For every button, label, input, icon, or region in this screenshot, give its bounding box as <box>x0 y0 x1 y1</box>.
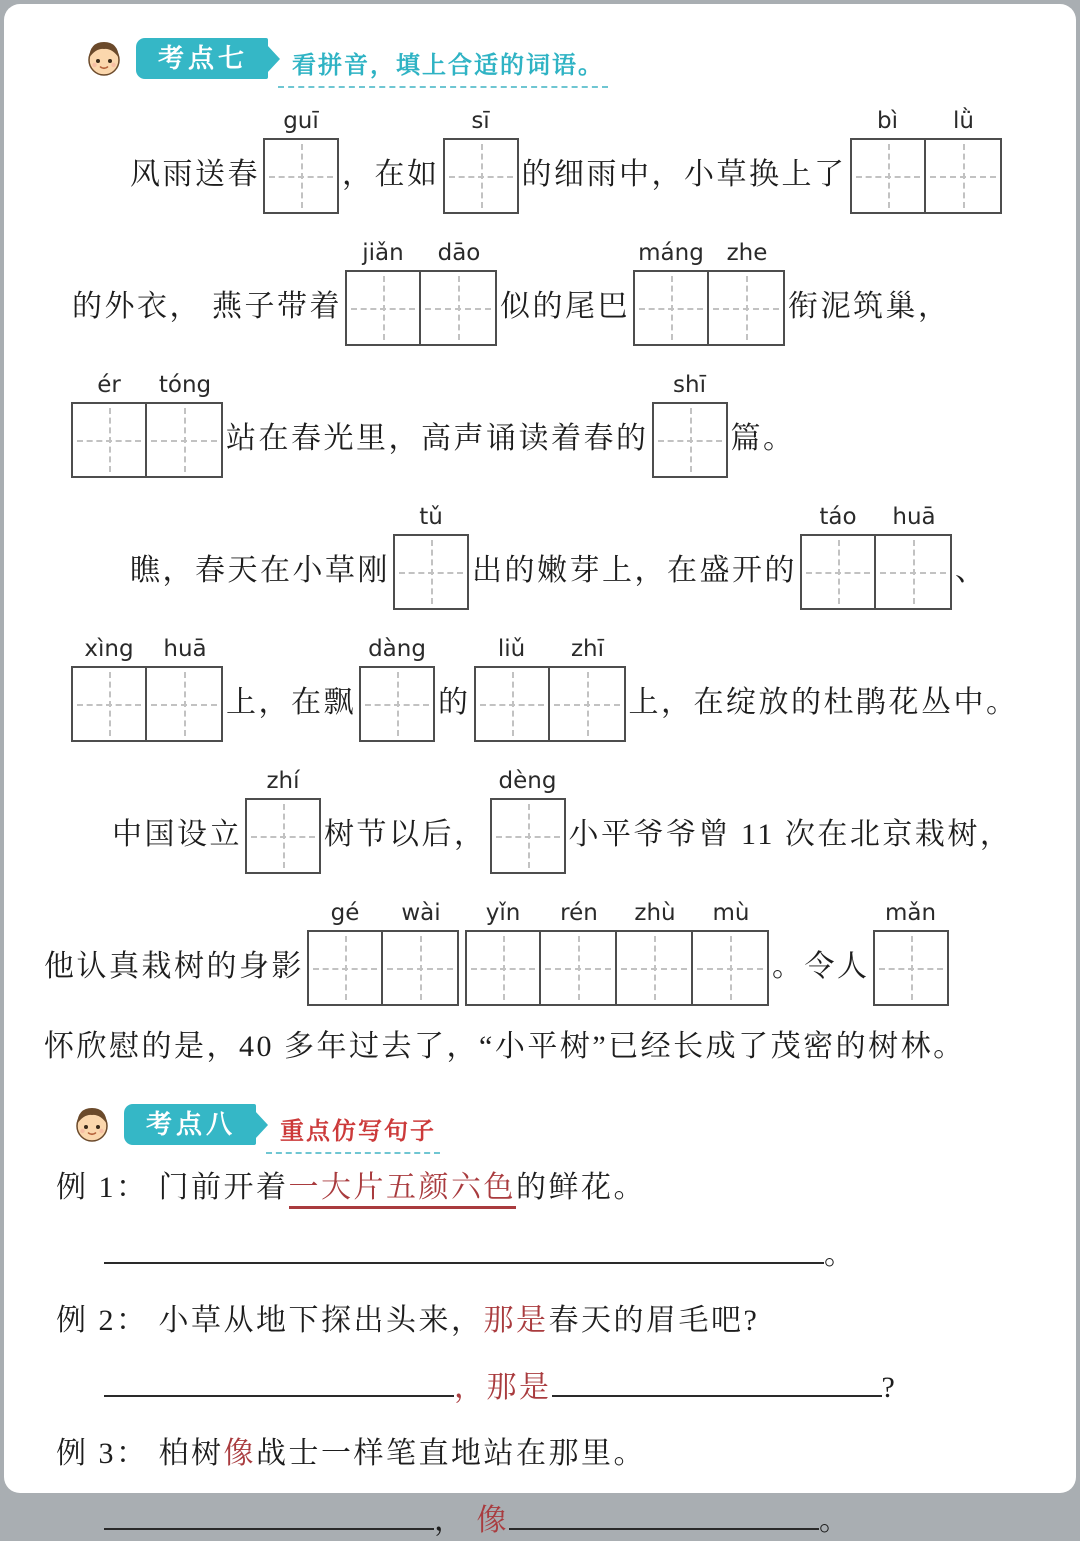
fill-line <box>44 238 1036 346</box>
box-guideline <box>420 936 422 1000</box>
pinyin-row <box>465 898 769 930</box>
sentence-text: 树节以后， <box>324 818 487 851</box>
pinyin-box-group <box>633 238 785 346</box>
answer-box[interactable] <box>245 798 321 874</box>
answer-box[interactable] <box>474 666 550 742</box>
pinyin-box-group <box>800 502 952 610</box>
highlight-text: 像 <box>476 1504 509 1537</box>
pinyin-label: zhù <box>634 900 676 926</box>
box-row <box>71 402 223 478</box>
box-guideline <box>383 276 385 340</box>
pinyin-box-group <box>443 106 519 214</box>
answer-line[interactable] <box>104 1367 454 1397</box>
pinyin-row <box>307 898 459 930</box>
box-row <box>490 798 566 874</box>
answer-box[interactable] <box>876 534 952 610</box>
sentence-text: 上，在飘 <box>226 686 356 719</box>
sentence-text: 例 1： 门前开着 <box>56 1171 289 1204</box>
pinyin-box-group <box>465 898 769 1006</box>
box-row <box>474 666 626 742</box>
answer-box[interactable] <box>263 138 339 214</box>
box-row <box>652 402 728 478</box>
box-guideline <box>911 936 913 1000</box>
box-guideline <box>671 276 673 340</box>
pinyin-row <box>633 238 785 270</box>
answer-box[interactable] <box>490 798 566 874</box>
pinyin-label: liǔ <box>497 636 526 662</box>
box-guideline <box>109 672 111 736</box>
answer-box[interactable] <box>359 666 435 742</box>
answer-box[interactable] <box>383 930 459 1006</box>
answer-box[interactable] <box>550 666 626 742</box>
sentence-text: 战士一样笔直地站在那里。 <box>256 1437 646 1470</box>
sentence-text: 。令人 <box>772 950 870 983</box>
pinyin-label: huā <box>163 636 207 662</box>
worksheet-page <box>4 4 1076 1537</box>
pinyin-label: dàng <box>368 636 426 662</box>
answer-box[interactable] <box>345 270 421 346</box>
sentence-text: 的 <box>438 686 471 719</box>
answer-line[interactable] <box>104 1234 824 1264</box>
sentence-text: 他认真栽树的身影 <box>44 950 304 983</box>
answer-box[interactable] <box>393 534 469 610</box>
pinyin-box-group <box>490 766 566 874</box>
pinyin-row <box>71 370 223 402</box>
answer-box[interactable] <box>873 930 949 1006</box>
pinyin-label: lǜ <box>953 108 974 134</box>
box-guideline <box>109 408 111 472</box>
box-guideline <box>512 672 514 736</box>
pinyin-row <box>800 502 952 534</box>
pinyin-label: ér <box>97 372 121 398</box>
sentence-text: 篇。 <box>730 422 796 455</box>
answer-box[interactable] <box>926 138 1002 214</box>
box-guideline <box>578 936 580 1000</box>
answer-box[interactable] <box>617 930 693 1006</box>
box-row <box>850 138 1002 214</box>
example-line <box>56 1168 1036 1208</box>
box-guideline <box>301 144 303 208</box>
box-guideline <box>888 144 890 208</box>
sentence-text: 怀欣慰的是，40 多年过去了，“小平树”已经长成了茂密的树林。 <box>44 1030 966 1063</box>
box-row <box>633 270 785 346</box>
answer-box[interactable] <box>307 930 383 1006</box>
sentence-text: ， <box>434 1504 477 1537</box>
pinyin-box-group <box>652 370 728 478</box>
box-guideline <box>431 540 433 604</box>
box-row <box>443 138 519 214</box>
pinyin-label: wài <box>401 900 441 926</box>
sentence-text: 站在春光里，高声诵读着春的 <box>226 422 649 455</box>
box-guideline <box>397 672 399 736</box>
sentence-text: 上，在绽放的杜鹃花丛中。 <box>628 686 1019 719</box>
box-row <box>307 930 459 1006</box>
pinyin-box-group <box>71 634 223 742</box>
box-row <box>873 930 949 1006</box>
answer-box[interactable] <box>465 930 541 1006</box>
box-row <box>465 930 769 1006</box>
sentence-text: 的细雨中，小草换上了 <box>521 158 847 191</box>
box-guideline <box>458 276 460 340</box>
sentence-text: 。 <box>819 1504 852 1537</box>
pinyin-row <box>359 634 435 666</box>
pinyin-row <box>393 502 469 534</box>
highlight-text: ，那是 <box>454 1371 552 1404</box>
pinyin-row <box>652 370 728 402</box>
box-row <box>359 666 435 742</box>
sentence-text: 例 2： 小草从地下探出头来， <box>56 1304 484 1337</box>
answer-box[interactable] <box>541 930 617 1006</box>
fill-line <box>44 898 1036 1006</box>
answer-box[interactable] <box>443 138 519 214</box>
sentence-text: 。 <box>824 1238 857 1271</box>
sentence-text: 似的尾巴 <box>500 290 630 323</box>
box-guideline <box>184 672 186 736</box>
answer-box[interactable] <box>850 138 926 214</box>
box-guideline <box>963 144 965 208</box>
pinyin-label: zhí <box>266 768 300 794</box>
example-line <box>56 1367 1036 1408</box>
pinyin-label: dèng <box>498 768 557 794</box>
box-guideline <box>481 144 483 208</box>
pinyin-label: sī <box>471 108 490 134</box>
pinyin-label: mǎn <box>884 900 937 926</box>
answer-box[interactable] <box>71 666 147 742</box>
answer-line[interactable] <box>509 1500 819 1530</box>
box-guideline <box>345 936 347 1000</box>
section8-subtitle: 重点仿写句子 <box>266 1104 440 1154</box>
pinyin-label: gé <box>330 900 360 926</box>
pinyin-label: mù <box>712 900 750 926</box>
section8-header <box>70 1104 1036 1154</box>
pinyin-row <box>850 106 1002 138</box>
answer-box[interactable] <box>709 270 785 346</box>
pinyin-label: huā <box>892 504 936 530</box>
answer-line[interactable] <box>552 1367 882 1397</box>
box-row <box>800 534 952 610</box>
box-guideline <box>730 936 732 1000</box>
pinyin-label: shī <box>673 372 706 398</box>
pinyin-box-group <box>873 898 949 1006</box>
box-row <box>393 534 469 610</box>
example-line <box>56 1500 1036 1541</box>
sentence-text: 、 <box>955 554 988 587</box>
answer-box[interactable] <box>800 534 876 610</box>
highlight-text: 那是 <box>483 1304 549 1337</box>
box-guideline <box>838 540 840 604</box>
highlight-text: 一大片五颜六色 <box>289 1171 517 1209</box>
pinyin-label: máng <box>638 240 704 266</box>
box-row <box>263 138 339 214</box>
sentence-text: 中国设立 <box>112 818 242 851</box>
pinyin-label: yǐn <box>485 900 521 926</box>
box-row <box>245 798 321 874</box>
sentence-text: 风雨送春 <box>130 158 260 191</box>
answer-box[interactable] <box>71 402 147 478</box>
sentence-text: 春天的眉毛吧? <box>548 1304 760 1337</box>
pinyin-box-group <box>345 238 497 346</box>
sentence-text: 例 3： 柏树 <box>56 1437 224 1470</box>
example-sentences <box>44 1168 1036 1541</box>
pinyin-box-group <box>307 898 459 1006</box>
pinyin-box-group <box>359 634 435 742</box>
box-guideline <box>690 408 692 472</box>
pinyin-label: zhī <box>570 636 605 662</box>
fill-lines <box>44 106 1036 1086</box>
pinyin-box-group <box>393 502 469 610</box>
mascot-icon <box>82 36 126 80</box>
answer-box[interactable] <box>421 270 497 346</box>
fill-line <box>44 370 1036 478</box>
pinyin-box-group <box>850 106 1002 214</box>
pinyin-label: tóng <box>158 372 212 398</box>
fill-line <box>44 1030 1036 1086</box>
box-guideline <box>654 936 656 1000</box>
answer-box[interactable] <box>147 402 223 478</box>
pinyin-row <box>873 898 949 930</box>
box-guideline <box>184 408 186 472</box>
highlight-text: 像 <box>223 1437 256 1470</box>
fill-line <box>44 106 1036 214</box>
fill-line <box>44 634 1036 742</box>
pinyin-box-group <box>263 106 339 214</box>
answer-line[interactable] <box>104 1500 434 1530</box>
answer-box[interactable] <box>693 930 769 1006</box>
fill-line <box>44 766 1036 874</box>
pinyin-row <box>443 106 519 138</box>
answer-box[interactable] <box>652 402 728 478</box>
section7-badge: 考点七 <box>136 38 268 79</box>
sentence-text: 出的嫩芽上，在盛开的 <box>472 554 797 587</box>
box-guideline <box>746 276 748 340</box>
box-guideline <box>528 804 530 868</box>
pinyin-label: jiǎn <box>362 240 404 266</box>
pinyin-row <box>263 106 339 138</box>
sentence-text: 衔泥筑巢， <box>788 290 951 323</box>
box-row <box>345 270 497 346</box>
box-row <box>71 666 223 742</box>
sentence-text: 的外衣， 燕子带着 <box>72 290 342 323</box>
pinyin-row <box>71 634 223 666</box>
pinyin-label: xìng <box>84 636 134 662</box>
pinyin-label: tǔ <box>419 504 443 530</box>
answer-box[interactable] <box>633 270 709 346</box>
box-guideline <box>503 936 505 1000</box>
fill-line <box>44 502 1036 610</box>
pinyin-row <box>245 766 321 798</box>
sentence-text: 小平爷爷曾 11 次在北京栽树， <box>568 818 1013 851</box>
pinyin-box-group <box>245 766 321 874</box>
mascot-icon <box>70 1102 114 1146</box>
example-line <box>56 1301 1036 1341</box>
pinyin-row <box>345 238 497 270</box>
pinyin-row <box>490 766 566 798</box>
pinyin-label: bì <box>877 108 898 134</box>
answer-box[interactable] <box>147 666 223 742</box>
pinyin-label: guī <box>283 108 319 134</box>
pinyin-label: dāo <box>437 240 481 266</box>
pinyin-row <box>474 634 626 666</box>
section8-badge: 考点八 <box>124 1104 256 1145</box>
example-line <box>56 1434 1036 1474</box>
pinyin-box-group <box>71 370 223 478</box>
sentence-text: 瞧，春天在小草刚 <box>130 554 390 587</box>
sentence-text: ，在如 <box>342 158 440 191</box>
pinyin-box-group <box>474 634 626 742</box>
section7-subtitle: 看拼音，填上合适的词语。 <box>278 38 608 88</box>
pinyin-label: táo <box>819 504 857 530</box>
example-line <box>56 1234 1036 1275</box>
sentence-text: ? <box>881 1371 898 1404</box>
section7-header <box>82 38 1036 88</box>
sentence-text: 的鲜花。 <box>516 1171 646 1204</box>
pinyin-label: rén <box>560 900 598 926</box>
box-guideline <box>913 540 915 604</box>
box-guideline <box>283 804 285 868</box>
box-guideline <box>587 672 589 736</box>
pinyin-label: zhe <box>726 240 768 266</box>
